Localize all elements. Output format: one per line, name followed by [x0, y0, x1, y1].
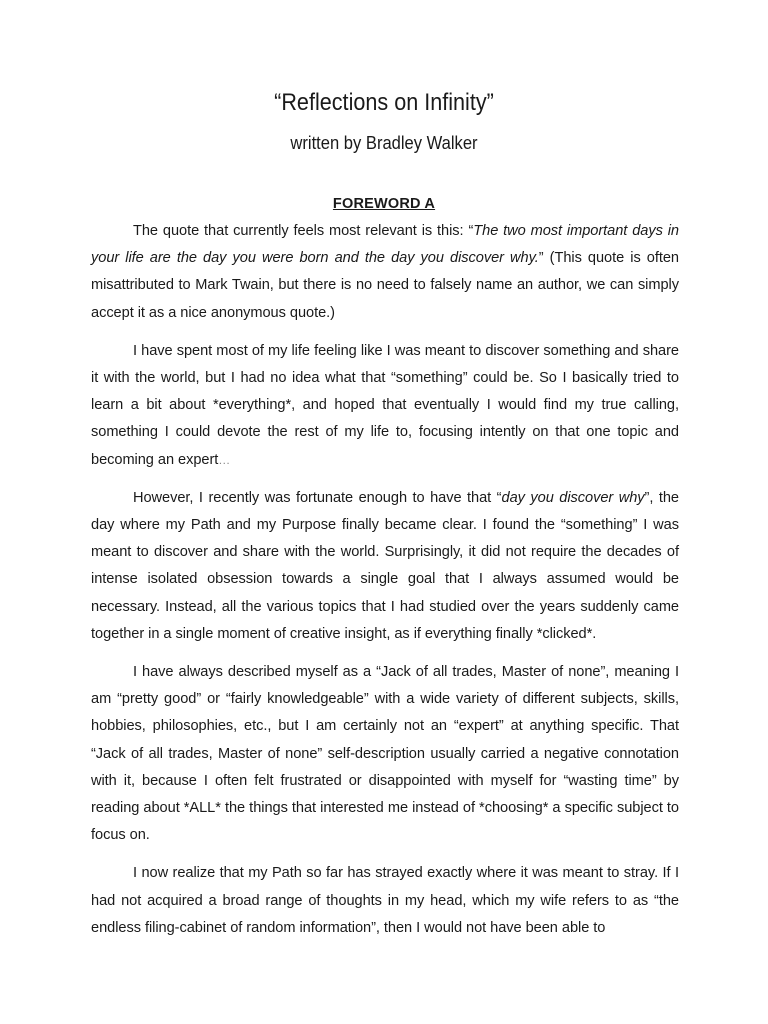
paragraph-3-rest: ”, the day where my Path and my Purpose finally became clear. I found the “something” I was meant to discover and share with the world. Surprisingly, it did not require the decades of intense isolated obsession towards a single goal that I always assumed would be necessary. Instead, all the various topics that I had studied over the years suddenly came together in a single moment of creative insight, as if everything finally *clicked*.	[91, 489, 679, 642]
paragraph-3-intro: However, I recently was fortunate enough to have that “	[133, 489, 502, 506]
paragraph-2-ellipsis: …	[218, 452, 231, 467]
paragraph-1-quote-close: ”	[538, 250, 544, 267]
section-heading: FOREWORD A	[332, 196, 436, 212]
document-title: “Reflections on Infinity”	[274, 89, 494, 116]
paragraph-2	[91, 338, 679, 474]
paragraph-4: I have always described myself as a “Jack of all trades, Master of none”, meaning I am “pretty good” or “fairly knowledgeable” with a wide variety of different subjects, skills, hobbies, philosophies, etc., but I am certainly not an “expert” at anything specific. That “Jack of all trades, Master of none” self-description usually carried a negative connotation with it, because I often felt frustrated or disappointed with myself for “wasting time” by reading about *ALL* the things that interested me instead of *choosing* a specific subject to focus on.	[91, 664, 679, 844]
paragraph-3-emphasis: day you discover why	[501, 489, 645, 506]
document-body	[91, 218, 679, 953]
paragraph-1-quote: The two most important days in your life are the day you were born and the day you discover why.	[91, 223, 679, 267]
paragraph-3	[91, 485, 679, 648]
paragraph-5: I now realize that my Path so far has strayed exactly where it was meant to stray. If I had not acquired a broad range of thoughts in my head, which my wife refers to as “the endless filing-cabinet of random information”, then I would not have been able to	[91, 865, 679, 936]
author-line: written by Bradley Walker	[290, 133, 478, 153]
paragraph-1-intro: The quote that currently feels most relevant is this: “	[133, 223, 474, 239]
paragraph-1	[91, 218, 679, 327]
paragraph-1-rest: (This quote is often misattributed to Mark Twain, but there is no need to falsely name an author, we can simply accept it as a nice anonymous quote.)	[91, 250, 679, 321]
paragraph-2-text: I have spent most of my life feeling like I was meant to discover something and share it with the world, but I had no idea what that “something” could be. So I basically tried to learn a bit about *everything*, and hoped that eventually I would find my true calling, something I could devote the rest of my life to, focusing intently on that one topic and becoming an expert	[91, 342, 679, 468]
